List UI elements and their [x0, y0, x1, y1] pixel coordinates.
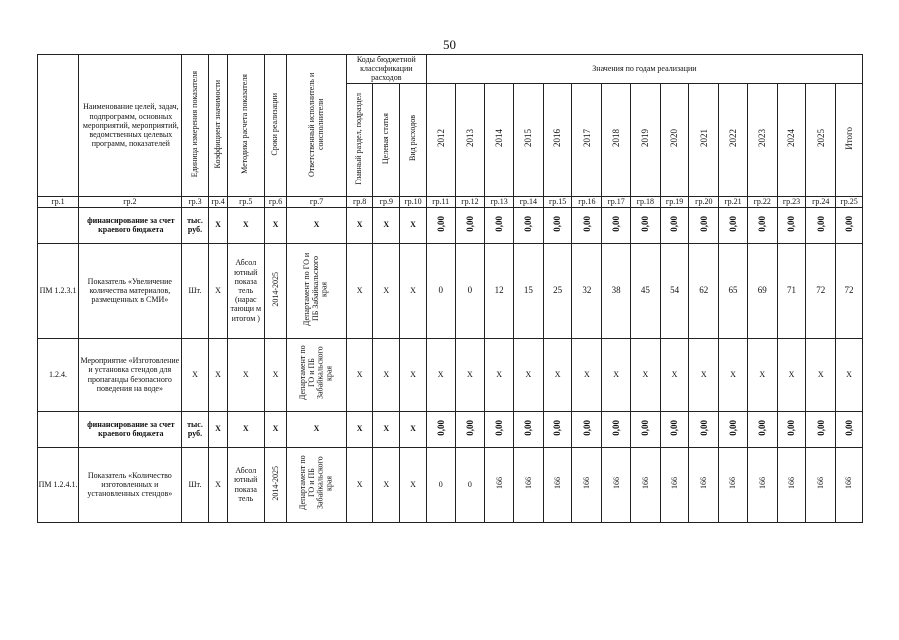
row-code: ПМ 1.2.4.1.: [38, 447, 79, 522]
group-label: гр.10: [400, 196, 427, 207]
value-cell: 0,00: [747, 207, 777, 243]
x-mark: X: [400, 411, 427, 447]
x-mark: X: [373, 447, 400, 522]
value-cell: 45: [630, 243, 660, 338]
value-cell: 0,00: [602, 207, 631, 243]
value-cell: 0,00: [455, 207, 485, 243]
value-cell: 0,00: [806, 411, 836, 447]
x-mark: X: [209, 207, 227, 243]
row-code: 1.2.4.: [38, 338, 79, 411]
value-cell: 166: [543, 447, 572, 522]
x-mark: X: [400, 207, 427, 243]
group-label: гр.24: [806, 196, 836, 207]
group-label: гр.3: [181, 196, 209, 207]
group-label: гр.6: [264, 196, 287, 207]
x-mark: X: [264, 411, 287, 447]
row-term: 2014-2025: [264, 243, 287, 338]
group-label: гр.8: [346, 196, 373, 207]
header-term: Сроки реализации: [264, 55, 287, 197]
value-cell: 0,00: [514, 207, 544, 243]
indicator-row: [38, 447, 863, 522]
group-label: гр.21: [719, 196, 748, 207]
row-code-empty: [38, 411, 79, 447]
x-mark: X: [806, 338, 836, 411]
year-2014: 2014: [485, 83, 514, 196]
group-label: гр.23: [777, 196, 806, 207]
value-cell: 0,00: [455, 411, 485, 447]
x-mark: X: [346, 411, 373, 447]
value-cell: 0,00: [543, 411, 572, 447]
page-number: 50: [443, 37, 456, 52]
header-method: Методика расчета показателя: [227, 55, 264, 197]
value-cell: 72: [806, 243, 836, 338]
row-name: Показатель «Увеличение количества материалов, размещенных в СМИ»: [79, 243, 182, 338]
year-2018: 2018: [602, 83, 631, 196]
year-2017: 2017: [572, 83, 602, 196]
value-cell: 166: [689, 447, 719, 522]
year-2020: 2020: [660, 83, 689, 196]
group-label: гр.7: [287, 196, 347, 207]
value-cell: 0: [455, 447, 485, 522]
x-mark: X: [719, 338, 748, 411]
value-cell: 0,00: [630, 207, 660, 243]
value-cell: 166: [630, 447, 660, 522]
row-name: финансирование за счет краевого бюджета: [79, 207, 182, 243]
x-mark: X: [777, 338, 806, 411]
group-label: гр.4: [209, 196, 227, 207]
x-mark: X: [373, 207, 400, 243]
year-2024: 2024: [777, 83, 806, 196]
x-mark: X: [227, 338, 264, 411]
x-mark: X: [485, 338, 514, 411]
value-cell: 0,00: [747, 411, 777, 447]
group-label: гр.13: [485, 196, 514, 207]
year-2015: 2015: [514, 83, 544, 196]
value-cell: 0,00: [660, 207, 689, 243]
value-cell: 32: [572, 243, 602, 338]
value-cell: 166: [572, 447, 602, 522]
year-2012: 2012: [426, 83, 455, 196]
x-mark: X: [209, 411, 227, 447]
value-cell: 0,00: [602, 411, 631, 447]
header-values-by-year: Значения по годам реализации: [426, 55, 862, 84]
value-cell: 0,00: [543, 207, 572, 243]
value-cell: 54: [660, 243, 689, 338]
value-cell: 69: [747, 243, 777, 338]
row-method: Абсол ютный показа тель (нарас тающи м итогом ): [227, 243, 264, 338]
row-executor: Департамент по ГО и ПБ Забайкальского края: [287, 447, 347, 522]
x-mark: X: [400, 447, 427, 522]
value-cell: 166: [806, 447, 836, 522]
group-label: гр.2: [79, 196, 182, 207]
year-2023: 2023: [747, 83, 777, 196]
x-mark: X: [572, 338, 602, 411]
group-label: гр.19: [660, 196, 689, 207]
year-2025: 2025: [806, 83, 836, 196]
financing-row: [38, 207, 863, 243]
value-cell: 0,00: [572, 207, 602, 243]
value-cell: 0,00: [485, 411, 514, 447]
row-code: ПМ 1.2.3.1: [38, 243, 79, 338]
value-cell: 65: [719, 243, 748, 338]
row-method: Абсол ютный показа тель: [227, 447, 264, 522]
group-labels-row: [38, 196, 863, 207]
header-row-top: [38, 55, 863, 84]
group-label: гр.16: [572, 196, 602, 207]
x-mark: X: [400, 338, 427, 411]
x-mark: X: [602, 338, 631, 411]
value-cell: 0,00: [806, 207, 836, 243]
value-cell: 0,00: [514, 411, 544, 447]
indicator-row: [38, 243, 863, 338]
year-2022: 2022: [719, 83, 748, 196]
value-cell: 0: [426, 243, 455, 338]
year-2013: 2013: [455, 83, 485, 196]
value-cell: 166: [485, 447, 514, 522]
x-mark: X: [426, 338, 455, 411]
value-cell: 0,00: [836, 411, 863, 447]
value-cell: 0,00: [630, 411, 660, 447]
row-executor: Департамент по ГО и ПБ Забайкальского края: [287, 338, 347, 411]
year-2019: 2019: [630, 83, 660, 196]
row-term: 2014-2025: [264, 447, 287, 522]
x-mark: X: [264, 338, 287, 411]
value-cell: 0,00: [426, 411, 455, 447]
value-cell: 0,00: [719, 207, 748, 243]
group-label: гр.5: [227, 196, 264, 207]
value-cell: 0,00: [836, 207, 863, 243]
value-cell: 38: [602, 243, 631, 338]
value-cell: 0,00: [689, 207, 719, 243]
x-mark: X: [346, 447, 373, 522]
row-executor: Департамент по ГО и ПБ Забайкальского края: [287, 243, 347, 338]
value-cell: 166: [602, 447, 631, 522]
x-mark: X: [346, 207, 373, 243]
value-cell: 166: [747, 447, 777, 522]
x-mark: X: [689, 338, 719, 411]
row-name: финансирование за счет краевого бюджета: [79, 411, 182, 447]
value-cell: 0,00: [426, 207, 455, 243]
value-cell: 166: [777, 447, 806, 522]
group-label: гр.22: [747, 196, 777, 207]
value-cell: 166: [719, 447, 748, 522]
x-mark: X: [287, 207, 347, 243]
group-label: гр.1: [38, 196, 79, 207]
year-2021: 2021: [689, 83, 719, 196]
value-cell: 0,00: [777, 411, 806, 447]
header-unit: Единица измерения показателя: [181, 55, 209, 197]
value-cell: 166: [660, 447, 689, 522]
header-empty: [38, 55, 79, 197]
x-mark: X: [181, 338, 209, 411]
value-cell: 0,00: [689, 411, 719, 447]
x-mark: X: [660, 338, 689, 411]
x-mark: X: [287, 411, 347, 447]
x-mark: X: [209, 243, 227, 338]
group-label: гр.17: [602, 196, 631, 207]
header-executor: Ответственный исполнитель и соисполнители: [287, 55, 347, 197]
value-cell: 72: [836, 243, 863, 338]
row-unit: Шт.: [181, 447, 209, 522]
row-name: Мероприятие «Изготовление и установка стендов для пропаганды безопасного поведения на воде»: [79, 338, 182, 411]
x-mark: X: [747, 338, 777, 411]
row-unit: тыс. руб.: [181, 411, 209, 447]
value-cell: 0: [426, 447, 455, 522]
header-code-target: Целевая статья: [373, 83, 400, 196]
row-unit: тыс. руб.: [181, 207, 209, 243]
group-label: гр.25: [836, 196, 863, 207]
value-cell: 0,00: [485, 207, 514, 243]
group-label: гр.15: [543, 196, 572, 207]
header-budget-codes: Коды бюджетной классификации расходов: [346, 55, 426, 84]
year-2016: 2016: [543, 83, 572, 196]
x-mark: X: [400, 243, 427, 338]
value-cell: 71: [777, 243, 806, 338]
activity-row: [38, 338, 863, 411]
x-mark: X: [836, 338, 863, 411]
value-cell: 0,00: [777, 207, 806, 243]
value-cell: 0,00: [719, 411, 748, 447]
row-unit: Шт.: [181, 243, 209, 338]
value-cell: 62: [689, 243, 719, 338]
x-mark: X: [373, 411, 400, 447]
header-coef: Коэффициент значимости: [209, 55, 227, 197]
group-label: гр.9: [373, 196, 400, 207]
group-label: гр.12: [455, 196, 485, 207]
header-code-section: Главный раздел, подраздел: [346, 83, 373, 196]
group-label: гр.18: [630, 196, 660, 207]
value-cell: 0,00: [572, 411, 602, 447]
row-code-empty: [38, 207, 79, 243]
x-mark: X: [264, 207, 287, 243]
x-mark: X: [630, 338, 660, 411]
value-cell: 12: [485, 243, 514, 338]
program-table: [37, 54, 863, 523]
group-label: гр.11: [426, 196, 455, 207]
financing-row: [38, 411, 863, 447]
value-cell: 15: [514, 243, 544, 338]
row-name: Показатель «Количество изготовленных и установленных стендов»: [79, 447, 182, 522]
x-mark: X: [209, 338, 227, 411]
x-mark: X: [227, 207, 264, 243]
group-label: гр.20: [689, 196, 719, 207]
x-mark: X: [227, 411, 264, 447]
x-mark: X: [209, 447, 227, 522]
x-mark: X: [373, 243, 400, 338]
x-mark: X: [373, 338, 400, 411]
x-mark: X: [346, 338, 373, 411]
value-cell: 0: [455, 243, 485, 338]
year-total: Итого: [836, 83, 863, 196]
value-cell: 0,00: [660, 411, 689, 447]
x-mark: X: [346, 243, 373, 338]
value-cell: 166: [514, 447, 544, 522]
x-mark: X: [514, 338, 544, 411]
group-label: гр.14: [514, 196, 544, 207]
x-mark: X: [455, 338, 485, 411]
header-name: Наименование целей, задач, подпрограмм, основных мероприятий, мероприятий, ведомственных целевых программ, показателей: [79, 55, 182, 197]
x-mark: X: [543, 338, 572, 411]
value-cell: 166: [836, 447, 863, 522]
value-cell: 25: [543, 243, 572, 338]
header-code-kind: Вид расходов: [400, 83, 427, 196]
